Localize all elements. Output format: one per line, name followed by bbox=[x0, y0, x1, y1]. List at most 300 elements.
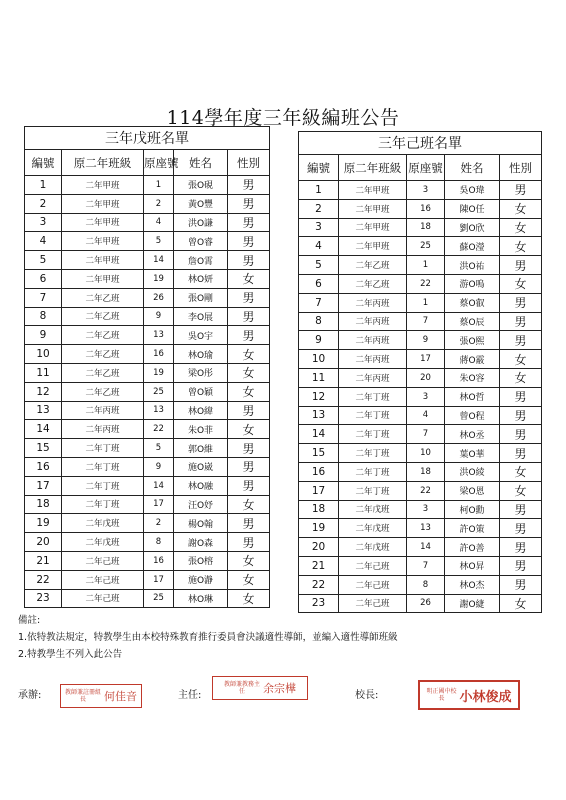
seat-index: 5 bbox=[25, 251, 62, 270]
seat-index: 7 bbox=[25, 288, 62, 307]
original-seat: 17 bbox=[407, 350, 445, 369]
original-seat: 1 bbox=[407, 256, 445, 275]
original-seat: 1 bbox=[144, 176, 174, 195]
gender: 女 bbox=[500, 462, 542, 481]
original-seat: 4 bbox=[144, 213, 174, 232]
gender: 女 bbox=[500, 199, 542, 218]
seat-index: 8 bbox=[25, 307, 62, 326]
original-class: 二年乙班 bbox=[62, 288, 144, 307]
table-row bbox=[299, 481, 542, 500]
table-row bbox=[25, 439, 270, 458]
note-line: 2.特教學生不列入此公告 bbox=[18, 649, 123, 660]
gender: 女 bbox=[500, 274, 542, 293]
original-class: 二年戊班 bbox=[339, 500, 407, 519]
gender: 男 bbox=[228, 439, 270, 458]
original-seat: 1 bbox=[407, 293, 445, 312]
original-class: 二年甲班 bbox=[62, 194, 144, 213]
table-row bbox=[299, 519, 542, 538]
gender: 男 bbox=[500, 444, 542, 463]
column-header: 姓名 bbox=[445, 155, 500, 181]
table-row bbox=[299, 331, 542, 350]
student-name: 林O琳 bbox=[174, 589, 228, 608]
original-class: 二年戊班 bbox=[62, 533, 144, 552]
seat-index: 13 bbox=[25, 401, 62, 420]
seat-index: 1 bbox=[25, 176, 62, 195]
gender: 男 bbox=[500, 575, 542, 594]
original-seat: 25 bbox=[144, 382, 174, 401]
table-row bbox=[299, 312, 542, 331]
seat-index: 16 bbox=[299, 462, 339, 481]
seat-index: 7 bbox=[299, 293, 339, 312]
column-header: 原二年班級 bbox=[339, 155, 407, 181]
original-class: 二年丁班 bbox=[339, 444, 407, 463]
original-class: 二年乙班 bbox=[339, 274, 407, 293]
seat-index: 20 bbox=[299, 538, 339, 557]
student-name: 游O嗚 bbox=[445, 274, 500, 293]
student-name: 柯O勳 bbox=[445, 500, 500, 519]
gender: 女 bbox=[500, 237, 542, 256]
table-row bbox=[25, 476, 270, 495]
original-class: 二年戊班 bbox=[62, 514, 144, 533]
student-name: 蘇O瀅 bbox=[445, 237, 500, 256]
original-class: 二年甲班 bbox=[339, 199, 407, 218]
director-label: 主任: bbox=[178, 690, 202, 701]
student-name: 張O硯 bbox=[174, 176, 228, 195]
gender: 男 bbox=[228, 457, 270, 476]
original-class: 二年甲班 bbox=[62, 213, 144, 232]
seat-index: 5 bbox=[299, 256, 339, 275]
original-class: 二年己班 bbox=[339, 594, 407, 613]
table-row bbox=[299, 274, 542, 293]
original-seat: 22 bbox=[407, 481, 445, 500]
seat-index: 2 bbox=[299, 199, 339, 218]
original-seat: 26 bbox=[144, 288, 174, 307]
stamp-name: 小林俊成 bbox=[459, 689, 512, 705]
seat-index: 22 bbox=[25, 570, 62, 589]
student-name: 洪O謙 bbox=[174, 213, 228, 232]
stamp-title: 教師兼教務主任 bbox=[224, 681, 261, 695]
seat-index: 18 bbox=[299, 500, 339, 519]
gender: 女 bbox=[500, 481, 542, 500]
seat-index: 12 bbox=[299, 387, 339, 406]
gender: 男 bbox=[228, 514, 270, 533]
table-row bbox=[299, 218, 542, 237]
student-name: 朱O容 bbox=[445, 368, 500, 387]
table-row bbox=[25, 551, 270, 570]
gender: 女 bbox=[228, 363, 270, 382]
original-class: 二年己班 bbox=[62, 551, 144, 570]
original-class: 二年丁班 bbox=[62, 457, 144, 476]
original-seat: 16 bbox=[144, 345, 174, 364]
gender: 男 bbox=[228, 476, 270, 495]
gender: 女 bbox=[228, 551, 270, 570]
gender: 男 bbox=[500, 387, 542, 406]
column-header: 性別 bbox=[228, 150, 270, 176]
original-class: 二年丙班 bbox=[62, 420, 144, 439]
seat-index: 10 bbox=[25, 345, 62, 364]
stamp-name: 何佳音 bbox=[104, 690, 137, 703]
table-row bbox=[299, 368, 542, 387]
gender: 男 bbox=[228, 326, 270, 345]
table-row bbox=[25, 213, 270, 232]
gender: 男 bbox=[500, 519, 542, 538]
table-row bbox=[25, 533, 270, 552]
original-seat: 3 bbox=[407, 500, 445, 519]
seat-index: 11 bbox=[299, 368, 339, 387]
student-name: 蔡O辰 bbox=[445, 312, 500, 331]
gender: 男 bbox=[228, 401, 270, 420]
gender: 男 bbox=[500, 293, 542, 312]
seat-index: 13 bbox=[299, 406, 339, 425]
student-name: 林O融 bbox=[174, 476, 228, 495]
student-name: 李O展 bbox=[174, 307, 228, 326]
seat-index: 17 bbox=[25, 476, 62, 495]
original-class: 二年己班 bbox=[62, 570, 144, 589]
table-row bbox=[25, 251, 270, 270]
student-name: 蔣O霰 bbox=[445, 350, 500, 369]
original-class: 二年乙班 bbox=[339, 256, 407, 275]
original-class: 二年己班 bbox=[62, 589, 144, 608]
gender: 女 bbox=[500, 350, 542, 369]
table-row bbox=[25, 401, 270, 420]
student-name: 張O熙 bbox=[445, 331, 500, 350]
seat-index: 22 bbox=[299, 575, 339, 594]
handler-stamp bbox=[60, 684, 142, 708]
student-name: 許O善 bbox=[445, 538, 500, 557]
table-row bbox=[25, 382, 270, 401]
student-name: 林O妍 bbox=[174, 269, 228, 288]
student-name: 葉O華 bbox=[445, 444, 500, 463]
original-class: 二年甲班 bbox=[62, 232, 144, 251]
table-row bbox=[299, 538, 542, 557]
seat-index: 4 bbox=[299, 237, 339, 256]
student-name: 林O昇 bbox=[445, 556, 500, 575]
table-row bbox=[25, 570, 270, 589]
original-class: 二年丁班 bbox=[339, 481, 407, 500]
student-name: 林O哲 bbox=[445, 387, 500, 406]
gender: 男 bbox=[228, 288, 270, 307]
table-row bbox=[299, 556, 542, 575]
table-row bbox=[299, 462, 542, 481]
student-name: 詹O霄 bbox=[174, 251, 228, 270]
gender: 男 bbox=[500, 500, 542, 519]
principal-label: 校長: bbox=[355, 690, 379, 701]
gender: 男 bbox=[228, 251, 270, 270]
original-seat: 19 bbox=[144, 363, 174, 382]
original-seat: 10 bbox=[407, 444, 445, 463]
seat-index: 20 bbox=[25, 533, 62, 552]
original-class: 二年戊班 bbox=[339, 538, 407, 557]
gender: 男 bbox=[500, 181, 542, 200]
original-class: 二年丁班 bbox=[62, 476, 144, 495]
table-row bbox=[25, 269, 270, 288]
seat-index: 9 bbox=[299, 331, 339, 350]
roster-table-right bbox=[298, 131, 542, 613]
gender: 男 bbox=[500, 556, 542, 575]
student-name: 陳O任 bbox=[445, 199, 500, 218]
original-class: 二年丁班 bbox=[339, 387, 407, 406]
seat-index: 17 bbox=[299, 481, 339, 500]
gender: 女 bbox=[500, 594, 542, 613]
student-name: 林O緯 bbox=[174, 401, 228, 420]
original-class: 二年丁班 bbox=[62, 439, 144, 458]
student-name: 汪O妤 bbox=[174, 495, 228, 514]
original-class: 二年丙班 bbox=[339, 368, 407, 387]
original-seat: 5 bbox=[144, 232, 174, 251]
table-row bbox=[299, 293, 542, 312]
student-name: 梁O彤 bbox=[174, 363, 228, 382]
gender: 男 bbox=[228, 194, 270, 213]
seat-index: 6 bbox=[25, 269, 62, 288]
student-name: 郭O維 bbox=[174, 439, 228, 458]
original-seat: 18 bbox=[407, 218, 445, 237]
seat-index: 19 bbox=[25, 514, 62, 533]
seat-index: 23 bbox=[25, 589, 62, 608]
original-seat: 22 bbox=[144, 420, 174, 439]
original-seat: 4 bbox=[407, 406, 445, 425]
table-caption: 三年戊班名單 bbox=[25, 127, 270, 150]
table-row bbox=[25, 457, 270, 476]
student-name: 林O瑜 bbox=[174, 345, 228, 364]
original-seat: 25 bbox=[144, 589, 174, 608]
gender: 女 bbox=[500, 368, 542, 387]
column-header: 原二年班級 bbox=[62, 150, 144, 176]
original-class: 二年丁班 bbox=[339, 406, 407, 425]
notes-heading: 備註: bbox=[18, 615, 41, 626]
original-class: 二年甲班 bbox=[62, 176, 144, 195]
original-class: 二年己班 bbox=[339, 575, 407, 594]
gender: 女 bbox=[228, 269, 270, 288]
student-name: 施O崴 bbox=[174, 457, 228, 476]
original-seat: 14 bbox=[144, 251, 174, 270]
seat-index: 21 bbox=[25, 551, 62, 570]
stamp-title: 明正國中校長 bbox=[426, 688, 457, 702]
original-seat: 26 bbox=[407, 594, 445, 613]
column-header: 原座號 bbox=[407, 155, 445, 181]
original-seat: 16 bbox=[144, 551, 174, 570]
original-class: 二年乙班 bbox=[62, 326, 144, 345]
original-class: 二年戊班 bbox=[339, 519, 407, 538]
gender: 男 bbox=[500, 256, 542, 275]
original-seat: 17 bbox=[144, 495, 174, 514]
notes bbox=[18, 612, 398, 663]
gender: 男 bbox=[228, 307, 270, 326]
principal-stamp bbox=[418, 680, 520, 710]
seat-index: 14 bbox=[299, 425, 339, 444]
student-name: 曾O睿 bbox=[174, 232, 228, 251]
seat-index: 9 bbox=[25, 326, 62, 345]
seat-index: 2 bbox=[25, 194, 62, 213]
seat-index: 21 bbox=[299, 556, 339, 575]
table-row bbox=[299, 350, 542, 369]
stamp-name: 余宗樺 bbox=[263, 682, 296, 695]
student-name: 謝O森 bbox=[174, 533, 228, 552]
original-seat: 14 bbox=[144, 476, 174, 495]
original-seat: 25 bbox=[407, 237, 445, 256]
original-seat: 3 bbox=[407, 387, 445, 406]
gender: 女 bbox=[228, 589, 270, 608]
student-name: 林O丞 bbox=[445, 425, 500, 444]
seat-index: 15 bbox=[299, 444, 339, 463]
table-row bbox=[299, 575, 542, 594]
gender: 女 bbox=[228, 345, 270, 364]
original-seat: 17 bbox=[144, 570, 174, 589]
handler-label: 承辦: bbox=[18, 690, 42, 701]
gender: 男 bbox=[228, 176, 270, 195]
page-title: 114學年度三年級編班公告 bbox=[166, 107, 400, 129]
table-row bbox=[299, 500, 542, 519]
gender: 男 bbox=[500, 538, 542, 557]
table-row bbox=[25, 514, 270, 533]
original-seat: 9 bbox=[407, 331, 445, 350]
original-class: 二年丙班 bbox=[339, 331, 407, 350]
original-class: 二年丁班 bbox=[339, 462, 407, 481]
gender: 女 bbox=[228, 382, 270, 401]
student-name: 吳O瑋 bbox=[445, 181, 500, 200]
original-seat: 13 bbox=[144, 326, 174, 345]
original-class: 二年丁班 bbox=[62, 495, 144, 514]
seat-index: 14 bbox=[25, 420, 62, 439]
seat-index: 1 bbox=[299, 181, 339, 200]
seat-index: 4 bbox=[25, 232, 62, 251]
original-class: 二年乙班 bbox=[62, 345, 144, 364]
student-name: 黃O豐 bbox=[174, 194, 228, 213]
student-name: 劉O欣 bbox=[445, 218, 500, 237]
header-row bbox=[25, 150, 270, 176]
student-name: 曾O穎 bbox=[174, 382, 228, 401]
seat-index: 11 bbox=[25, 363, 62, 382]
original-class: 二年丙班 bbox=[62, 401, 144, 420]
original-class: 二年甲班 bbox=[339, 237, 407, 256]
table-row bbox=[25, 326, 270, 345]
student-name: 張O剛 bbox=[174, 288, 228, 307]
column-header: 姓名 bbox=[174, 150, 228, 176]
column-header: 編號 bbox=[25, 150, 62, 176]
table-row bbox=[299, 256, 542, 275]
student-name: 蔡O叡 bbox=[445, 293, 500, 312]
original-seat: 9 bbox=[144, 307, 174, 326]
gender: 女 bbox=[228, 495, 270, 514]
original-seat: 20 bbox=[407, 368, 445, 387]
student-name: 洪O綾 bbox=[445, 462, 500, 481]
original-class: 二年己班 bbox=[339, 556, 407, 575]
student-name: 謝O緁 bbox=[445, 594, 500, 613]
seat-index: 3 bbox=[299, 218, 339, 237]
seat-index: 23 bbox=[299, 594, 339, 613]
student-name: 施O瀞 bbox=[174, 570, 228, 589]
gender: 女 bbox=[500, 218, 542, 237]
original-seat: 5 bbox=[144, 439, 174, 458]
original-class: 二年甲班 bbox=[339, 218, 407, 237]
gender: 男 bbox=[228, 533, 270, 552]
seat-index: 16 bbox=[25, 457, 62, 476]
original-seat: 22 bbox=[407, 274, 445, 293]
student-name: 吳O宇 bbox=[174, 326, 228, 345]
gender: 男 bbox=[228, 213, 270, 232]
seat-index: 6 bbox=[299, 274, 339, 293]
table-row bbox=[25, 288, 270, 307]
table-row bbox=[299, 594, 542, 613]
table-row bbox=[299, 425, 542, 444]
original-seat: 7 bbox=[407, 425, 445, 444]
column-header: 編號 bbox=[299, 155, 339, 181]
table-caption: 三年己班名單 bbox=[299, 132, 542, 155]
original-seat: 7 bbox=[407, 312, 445, 331]
seat-index: 18 bbox=[25, 495, 62, 514]
gender: 男 bbox=[228, 232, 270, 251]
table-row bbox=[25, 232, 270, 251]
table-row bbox=[25, 495, 270, 514]
table-row bbox=[299, 181, 542, 200]
column-header: 原座號 bbox=[144, 150, 174, 176]
original-seat: 18 bbox=[407, 462, 445, 481]
original-seat: 9 bbox=[144, 457, 174, 476]
table-row bbox=[299, 237, 542, 256]
table-row bbox=[299, 406, 542, 425]
gender: 男 bbox=[500, 331, 542, 350]
gender: 女 bbox=[228, 570, 270, 589]
original-seat: 16 bbox=[407, 199, 445, 218]
original-seat: 7 bbox=[407, 556, 445, 575]
seat-index: 8 bbox=[299, 312, 339, 331]
table-row bbox=[25, 420, 270, 439]
student-name: 朱O菲 bbox=[174, 420, 228, 439]
student-name: 梁O恩 bbox=[445, 481, 500, 500]
column-header: 性別 bbox=[500, 155, 542, 181]
gender: 女 bbox=[228, 420, 270, 439]
director-stamp bbox=[212, 676, 308, 700]
student-name: 張O榕 bbox=[174, 551, 228, 570]
table-row bbox=[299, 444, 542, 463]
student-name: 許O策 bbox=[445, 519, 500, 538]
gender: 男 bbox=[500, 406, 542, 425]
seat-index: 12 bbox=[25, 382, 62, 401]
header-row bbox=[299, 155, 542, 181]
note-line: 1.依特教法規定，特教學生由本校特殊教育推行委員會決議適性導師，並編入適性導師班級 bbox=[18, 632, 398, 643]
seat-index: 10 bbox=[299, 350, 339, 369]
table-row bbox=[25, 345, 270, 364]
stamp-title: 教師兼註冊組長 bbox=[65, 689, 102, 703]
table-row bbox=[25, 176, 270, 195]
student-name: 洪O祐 bbox=[445, 256, 500, 275]
original-seat: 8 bbox=[407, 575, 445, 594]
student-name: 曾O程 bbox=[445, 406, 500, 425]
original-seat: 19 bbox=[144, 269, 174, 288]
original-seat: 2 bbox=[144, 194, 174, 213]
original-class: 二年丙班 bbox=[339, 312, 407, 331]
original-class: 二年乙班 bbox=[62, 363, 144, 382]
original-seat: 13 bbox=[144, 401, 174, 420]
table-row bbox=[299, 387, 542, 406]
original-class: 二年丁班 bbox=[339, 425, 407, 444]
table-row bbox=[25, 363, 270, 382]
seat-index: 19 bbox=[299, 519, 339, 538]
student-name: 楊O翰 bbox=[174, 514, 228, 533]
table-row bbox=[25, 589, 270, 608]
original-class: 二年乙班 bbox=[62, 382, 144, 401]
original-seat: 13 bbox=[407, 519, 445, 538]
roster-table-left bbox=[24, 126, 270, 608]
original-seat: 2 bbox=[144, 514, 174, 533]
seat-index: 3 bbox=[25, 213, 62, 232]
gender: 男 bbox=[500, 425, 542, 444]
original-class: 二年丙班 bbox=[339, 350, 407, 369]
original-class: 二年甲班 bbox=[62, 269, 144, 288]
table-row bbox=[25, 194, 270, 213]
gender: 男 bbox=[500, 312, 542, 331]
student-name: 林O杰 bbox=[445, 575, 500, 594]
table-row bbox=[299, 199, 542, 218]
